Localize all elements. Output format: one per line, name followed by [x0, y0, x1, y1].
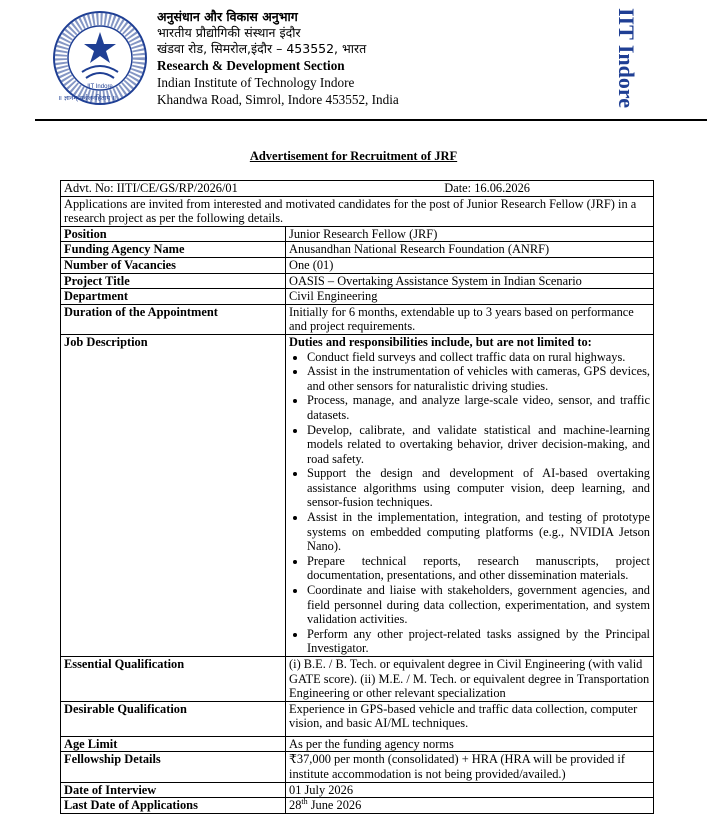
row-value: Civil Engineering [286, 289, 654, 305]
letterhead-address [157, 9, 597, 108]
row-label: Funding Agency Name [61, 242, 286, 258]
row-value: As per the funding agency norms [286, 736, 654, 752]
table-row [61, 752, 654, 782]
row-value: (i) B.E. / B. Tech. or equivalent degree in Civil Engineering (with valid GATE score). (ii) M.E. / M. Tech. or equivalent degree in Transportation Engineering or other relevant specialization [286, 657, 654, 702]
row-label: Age Limit [61, 736, 286, 752]
table-row [61, 798, 654, 814]
table-row [61, 782, 654, 798]
document-title: Advertisement for Recruitment of JRF [249, 149, 458, 163]
row-value: Junior Research Fellow (JRF) [286, 226, 654, 242]
row-label: Number of Vacancies [61, 257, 286, 273]
table-row [61, 226, 654, 242]
row-value: Experience in GPS-based vehicle and traffic data collection, computer vision, and basic AI/ML techniques. [286, 701, 654, 736]
row-label: Duration of the Appointment [61, 304, 286, 334]
logo-motto: ॥ ज्ञानम् सर्वजनहिताय ॥ [58, 94, 117, 102]
row-value: ₹37,000 per month (consolidated) + HRA (HRA will be provided if institute accommodation is not being provided/availed.) [286, 752, 654, 782]
hindi-address: खंडवा रोड, सिमरोल,इंदौर – 453552, भारत [157, 41, 367, 56]
header-divider [35, 119, 707, 121]
advt-number: Advt. No: IITI/CE/GS/RP/2026/01 [64, 181, 238, 195]
list-item: • Support the design and development of AI-based overtaking assistance algorithms using computer vision, deep learning, and sensor-fusion techniques. [307, 466, 650, 510]
row-label: Desirable Qualification [61, 701, 286, 736]
institute-name: Indian Institute of Technology Indore [157, 75, 355, 90]
hindi-institute-name: भारतीय प्रौद्योगिकी संस्थान इंदौर [157, 25, 301, 40]
list-item: • Assist in the instrumentation of vehicles with cameras, GPS devices, and other sensors for naturalistic driving studies. [307, 364, 650, 393]
row-label: Job Description [61, 334, 286, 656]
hindi-section-name: अनुसंधान और विकास अनुभाग [157, 9, 298, 24]
last-date-rest: June 2026 [307, 798, 362, 813]
table-row [61, 334, 654, 656]
row-value [286, 798, 654, 814]
table-row [61, 181, 654, 197]
row-label: Date of Interview [61, 782, 286, 798]
table-row [61, 304, 654, 334]
advt-cell [61, 181, 654, 197]
institute-address: Khandwa Road, Simrol, Indore 453552, India [157, 92, 399, 107]
table-row [61, 701, 654, 736]
row-label: Department [61, 289, 286, 305]
row-value: Anusandhan National Research Foundation (ANRF) [286, 242, 654, 258]
list-item: • Prepare technical reports, research manuscripts, project documentation, presentations, and other dissemination materials. [307, 554, 650, 583]
iit-indore-logo [52, 10, 148, 106]
list-item: • Process, manage, and analyze large-scale video, sensor, and traffic datasets. [307, 393, 650, 422]
duties-list [289, 350, 650, 656]
section-name: Research & Development Section [157, 58, 345, 73]
side-title [606, 0, 646, 116]
table-row [61, 257, 654, 273]
table-row [61, 273, 654, 289]
list-item: • Conduct field surveys and collect traffic data on rural highways. [307, 350, 650, 365]
last-date-suffix: th [301, 797, 308, 807]
svg-text:IIT Indore: IIT Indore [87, 84, 113, 90]
list-item: • Assist in the implementation, integration, and testing of prototype systems on embedded computing platforms (e.g., NVIDIA Jetson Nano). [307, 510, 650, 554]
table-row [61, 736, 654, 752]
row-value: 01 July 2026 [286, 782, 654, 798]
job-description [286, 334, 654, 656]
last-date-day: 28 [289, 798, 302, 813]
list-item: • Perform any other project-related tasks assigned by the Principal Investigator. [307, 627, 650, 656]
advt-date: Date: 16.06.2026 [444, 181, 530, 195]
list-item: • Develop, calibrate, and validate statistical and machine-learning models related to overtaking behavior, driver decision-making, and road safety. [307, 423, 650, 467]
table-row [61, 242, 654, 258]
side-title-text: IIT Indore [614, 7, 640, 109]
row-label: Last Date of Applications [61, 798, 286, 814]
row-value: OASIS – Overtaking Assistance System in Indian Scenario [286, 273, 654, 289]
row-label: Position [61, 226, 286, 242]
table-row [61, 289, 654, 305]
table-row [61, 657, 654, 702]
row-label: Essential Qualification [61, 657, 286, 702]
intro-text: Applications are invited from interested and motivated candidates for the post of Junior Research Fellow (JRF) in a research project as per the following details. [61, 196, 654, 226]
letterhead [0, 0, 707, 122]
row-value: Initially for 6 months, extendable up to 3 years based on performance and project requirements. [286, 304, 654, 334]
list-item: • Coordinate and liaise with stakeholders, government agencies, and field personnel during data collection, experimentation, and system validation activities. [307, 583, 650, 627]
table-row [61, 196, 654, 226]
duties-heading: Duties and responsibilities include, but are not limited to: [289, 334, 592, 349]
details-table [60, 180, 654, 814]
row-label: Project Title [61, 273, 286, 289]
row-label: Fellowship Details [61, 752, 286, 782]
row-value: One (01) [286, 257, 654, 273]
